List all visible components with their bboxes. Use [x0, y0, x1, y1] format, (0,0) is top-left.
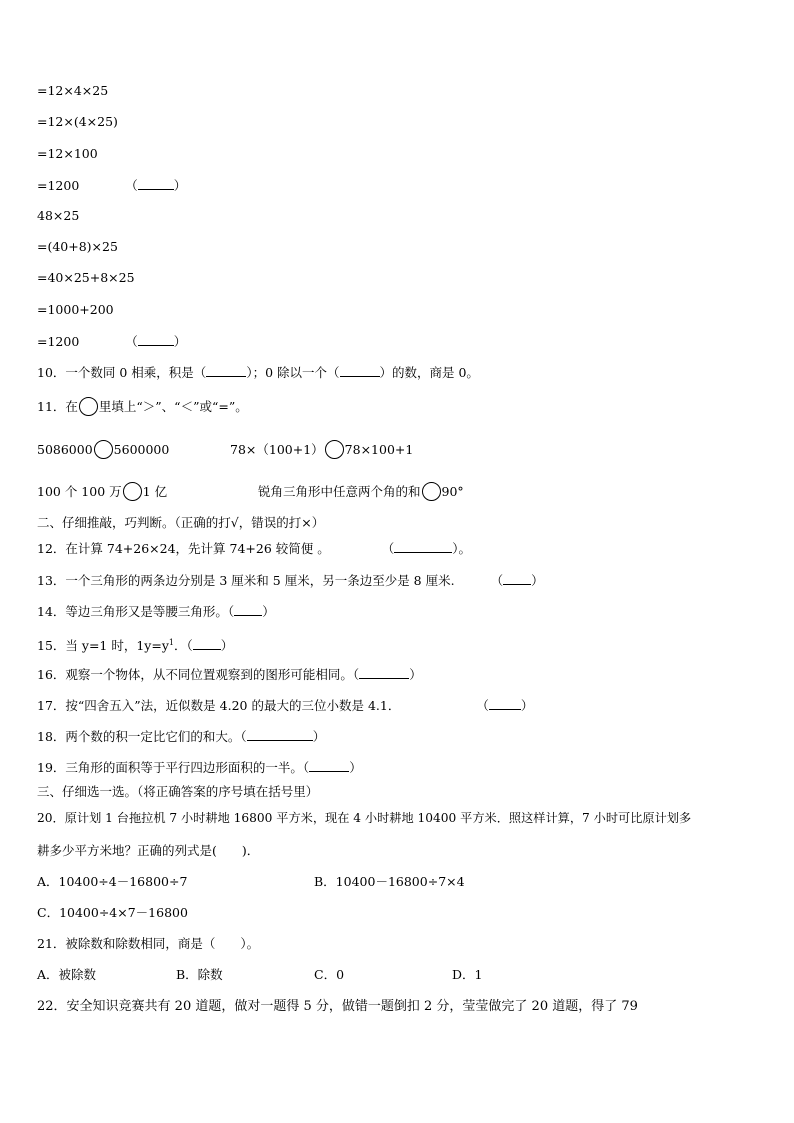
question-17: 17．按“四舍五入”法，近似数是 4.20 的最大的三位小数是 4.1． （ ） — [37, 698, 534, 713]
calc-a-line-4 — [37, 177, 186, 194]
q21-option-a[interactable]: A．被除数 — [37, 967, 97, 982]
section-3-heading: 三、仔细选一选。（将正确答案的序号填在括号里） — [37, 784, 319, 799]
compare-circle-example — [79, 397, 98, 416]
question-14: 14．等边三角形又是等腰三角形。（ ） — [37, 604, 275, 619]
calc-a-line-3: =12×100 — [37, 146, 98, 161]
compare-circle-3[interactable] — [123, 482, 142, 501]
judge-blank-14[interactable]: （ ） — [227, 604, 275, 619]
question-11: 11．在 里填上“＞”、“＜”或“=”。 — [37, 399, 248, 416]
compare-circle-1[interactable] — [94, 440, 113, 459]
compare-circle-4[interactable] — [422, 482, 441, 501]
q21-option-c[interactable]: C．0 — [314, 967, 345, 982]
q11-item-4: 锐角三角形中任意两个角的和 90° — [258, 484, 464, 501]
compare-circle-2[interactable] — [325, 440, 344, 459]
question-22: 22．安全知识竞赛共有 20 道题，做对一题得 5 分，做错一题倒扣 2 分，莹莹做完了 20 道题，得了 79 — [37, 999, 638, 1014]
question-20-line-2: 耕多少平方米地？正确的列式是( )． — [37, 843, 260, 858]
calc-b-line-3: =40×25+8×25 — [37, 270, 135, 285]
judge-blank-19[interactable]: （ ） — [302, 760, 362, 775]
calc-a-line-2: =12×(4×25) — [37, 114, 118, 129]
q11-item-3: 100 个 100 万 1 亿 — [37, 484, 167, 501]
q10-blank-2[interactable] — [340, 364, 380, 377]
question-10: 10．一个数同 0 相乘，积是（ ）；0 除以一个（ ）的数，商是 0。 — [37, 365, 479, 380]
calc-b-result: =1200 — [37, 334, 80, 349]
answer-blank-a[interactable]: （ ） — [125, 178, 187, 193]
judge-blank-16[interactable]: （ ） — [352, 667, 422, 682]
judge-blank-15[interactable]: （ ） — [186, 638, 234, 654]
question-21: 21．被除数和除数相同，商是（ ）。 — [37, 936, 260, 951]
judge-blank-12[interactable]: （ ）。 — [381, 541, 472, 556]
judge-blank-13[interactable]: （ ） — [490, 573, 544, 588]
question-13: 13．一个三角形的两条边分别是 3 厘米和 5 厘米，另一条边至少是 8 厘米. （ ） — [37, 573, 544, 588]
question-18: 18．两个数的积一定比它们的和大。（ ） — [37, 729, 326, 744]
q10-blank-1[interactable] — [206, 364, 246, 377]
judge-blank-18[interactable]: （ ） — [240, 729, 326, 744]
answer-blank-b[interactable]: （ ） — [125, 334, 187, 349]
question-20-line-1: 20．原计划 1 台拖拉机 7 小时耕地 16800 平方米，现在 4 小时耕地 10400 平方米．照这样计算，7 小时可比原计划多 — [37, 811, 692, 825]
calc-a-result: =1200 — [37, 178, 80, 193]
question-19: 19．三角形的面积等于平行四边形面积的一半。（ ） — [37, 760, 362, 775]
q11-item-2: 78×（100+1） 78×100+1 — [230, 442, 413, 459]
section-2-heading: 二、仔细推敲，巧判断。（正确的打√，错误的打×） — [37, 515, 325, 530]
q21-option-d[interactable]: D．1 — [452, 967, 483, 982]
q21-option-b[interactable]: B．除数 — [176, 967, 223, 982]
q20-option-c[interactable]: C．10400÷4×7－16800 — [37, 905, 188, 920]
calc-b-line-4: =1000+200 — [37, 302, 114, 317]
q20-option-b[interactable]: B．10400－16800÷7×4 — [314, 874, 465, 889]
question-12: 12．在计算 74+26×24，先计算 74+26 较简便 。 （ ）。 — [37, 541, 472, 556]
judge-blank-17[interactable]: （ ） — [476, 698, 534, 713]
question-16: 16．观察一个物体，从不同位置观察到的图形可能相同。（ ） — [37, 667, 422, 682]
q20-option-a[interactable]: A．10400÷4－16800÷7 — [37, 874, 188, 889]
calc-b-line-1: 48×25 — [37, 208, 80, 223]
calc-b-line-2: =(40+8)×25 — [37, 239, 118, 254]
question-15: 15．当 y=1 时，$1y=y^1$．（ ） — [37, 638, 234, 654]
calc-a-line-1: =12×4×25 — [37, 83, 109, 98]
calc-b-line-5 — [37, 333, 186, 350]
q11-item-1: 5086000 5600000 — [37, 442, 169, 459]
